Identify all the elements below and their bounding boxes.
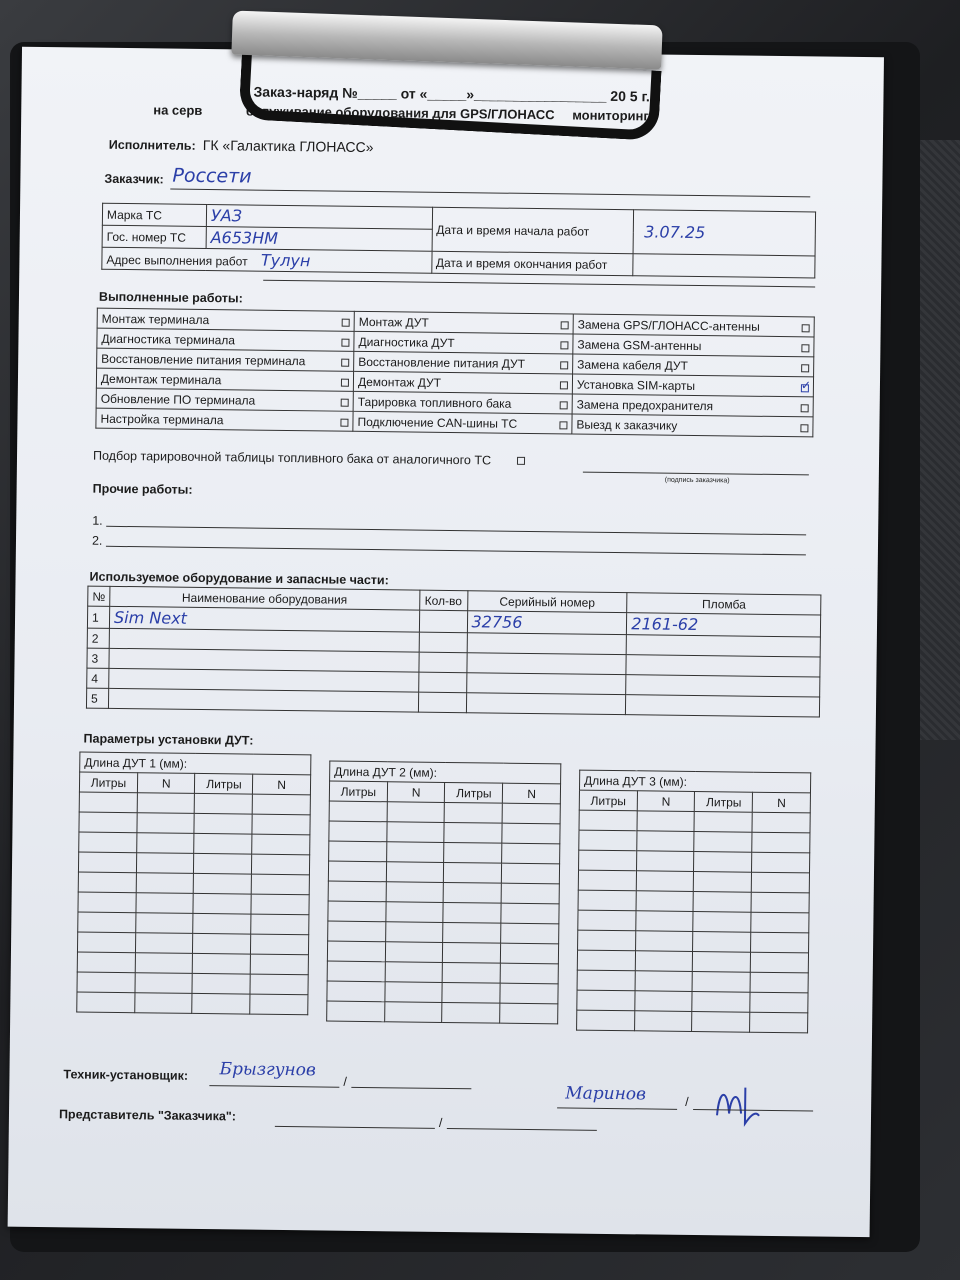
subtitle: на серв бслуживание оборудования для GPS/ГЛОНАСС мониторинга [153, 102, 657, 124]
dut-cell [693, 912, 751, 933]
dut-cell [193, 933, 251, 954]
equipment-cell-qty [419, 610, 467, 633]
dut-cell [137, 833, 195, 854]
dut-cell [443, 922, 501, 943]
equipment-cell-qty [419, 632, 467, 653]
vehicle-table [101, 203, 816, 279]
equipment-cell-qty [418, 692, 466, 713]
other-work-line-2 [106, 546, 806, 556]
dut-col-header: Литры [695, 792, 753, 813]
dut-cell [77, 972, 135, 993]
equipment-cell-serial [466, 653, 626, 675]
dut-cell [193, 893, 251, 914]
dut-col-header: Литры [79, 772, 137, 793]
dut-cell [579, 830, 637, 851]
dut-cell [443, 902, 501, 923]
equipment-cell-seal: 2161-62 [627, 613, 821, 637]
dut-cell [385, 1002, 443, 1023]
rep-label: Представитель "Заказчика": [58, 1107, 237, 1124]
dut-cell [578, 910, 636, 931]
dut-cell [136, 893, 194, 914]
dut-label: Параметры установки ДУТ: [83, 731, 254, 748]
work-checkbox[interactable] [801, 384, 809, 392]
equipment-table [86, 586, 821, 718]
equipment-cell-serial [466, 673, 626, 695]
dut-cell [443, 942, 501, 963]
dut-cell [77, 952, 135, 973]
dut-cell [327, 981, 385, 1002]
dut-cell [137, 793, 195, 814]
equipment-cell-qty [418, 652, 466, 673]
dut-cell [578, 930, 636, 951]
dut-cell [442, 1002, 500, 1023]
work-item: Замена кабеля ДУТ [573, 354, 814, 377]
dut-cell [752, 812, 810, 833]
dut-cell [444, 882, 502, 903]
other-work-2: 2. [91, 533, 103, 548]
end-label: Дата и время окончания работ [431, 251, 633, 275]
rep-initial-signature [709, 1079, 770, 1130]
equipment-cell-num: 3 [87, 648, 109, 668]
dut-cell [252, 874, 310, 895]
work-checkbox[interactable] [559, 421, 567, 429]
work-item: Восстановление питания ДУТ [354, 351, 573, 374]
installer-line-1 [209, 1085, 339, 1088]
dut-table-1 [76, 751, 311, 1015]
dut-cell [694, 852, 752, 873]
installer-slash: / [343, 1074, 347, 1089]
dut-cell [136, 913, 194, 934]
dut-cell [79, 812, 137, 833]
other-work-line-1 [106, 526, 806, 536]
dut-cell [135, 993, 193, 1014]
dut-cell [500, 1003, 558, 1024]
dut-cell [328, 921, 386, 942]
dut-cell [194, 873, 252, 894]
dut-table-3 [576, 770, 811, 1034]
works-table [95, 308, 814, 438]
dut-cell [636, 851, 694, 872]
dut-cell [329, 841, 387, 862]
work-item: Установка SIM-карты ✓ [572, 374, 813, 397]
equipment-cell-qty [418, 672, 466, 693]
start-value: 3.07.25 [633, 210, 815, 256]
dut-cell [502, 863, 560, 884]
work-checkbox[interactable] [341, 398, 349, 406]
work-item: Диагностика ДУТ [354, 331, 573, 354]
equipment-cell-serial [466, 693, 626, 715]
title: Заказ-наряд №_____ от «_____»_________________ 20 5 г. [253, 83, 650, 105]
equipment-cell-num: 1 [87, 606, 109, 628]
dut-cell [195, 793, 253, 814]
dut-cell [385, 962, 443, 983]
work-checkbox[interactable] [801, 364, 809, 372]
work-checkbox[interactable] [801, 404, 809, 412]
dut-cell [578, 870, 636, 891]
dut-cell [750, 1012, 808, 1033]
dut-title: Длина ДУТ 3 (мм): [579, 770, 810, 793]
dut-cell [194, 813, 252, 834]
equipment-cell-num: 2 [87, 628, 109, 648]
dut-cell [78, 892, 136, 913]
dut-cell [386, 842, 444, 863]
equipment-cell-seal [626, 695, 820, 717]
dut-cell [752, 832, 810, 853]
dut-cell [500, 983, 558, 1004]
dut-cell [501, 903, 559, 924]
work-checkbox[interactable] [341, 358, 349, 366]
dut-cell [577, 950, 635, 971]
works-label: Выполненные работы: [98, 289, 243, 306]
dut-cell [578, 890, 636, 911]
dut-cell [327, 961, 385, 982]
tariff-label: Подбор тарировочной таблицы топливного бака от аналогичного ТС [93, 448, 525, 468]
dut-cell [502, 803, 560, 824]
dut-col-header: N [753, 792, 811, 813]
dut-cell [750, 972, 808, 993]
dut-cell [251, 894, 309, 915]
equipment-cell-serial [467, 633, 627, 655]
dut-cell [635, 931, 693, 952]
work-item: Замена предохранителя [572, 394, 813, 417]
dut-cell [329, 801, 387, 822]
equipment-label: Используемое оборудование и запасные части: [89, 569, 389, 588]
dut-cell [78, 852, 136, 873]
dut-cell [77, 992, 135, 1013]
dut-cell [577, 970, 635, 991]
dut-cell [253, 794, 311, 815]
dut-cell [385, 942, 443, 963]
other-work-1: 1. [92, 513, 103, 528]
dut-cell [634, 1011, 692, 1032]
brand-value: УАЗ [206, 205, 432, 230]
dut-cell [252, 854, 310, 875]
dut-cell [637, 811, 695, 832]
col-name: Наименование оборудования [110, 586, 420, 610]
work-checkbox[interactable] [801, 344, 809, 352]
dut-col-header: N [503, 783, 561, 804]
dut-cell [135, 953, 193, 974]
work-item: Замена GSM-антенны [573, 334, 814, 357]
dut-cell [694, 872, 752, 893]
dut-cell [502, 823, 560, 844]
dut-col-header: Литры [329, 781, 387, 802]
work-checkbox[interactable] [560, 341, 568, 349]
work-item: Демонтаж терминала [96, 368, 353, 391]
dut-cell [386, 902, 444, 923]
dut-cell [387, 802, 445, 823]
installer-line-2 [351, 1087, 471, 1089]
rep-signature: Маринов [565, 1083, 647, 1105]
work-checkbox[interactable] [560, 381, 568, 389]
dut-cell [751, 912, 809, 933]
dut-cell [385, 982, 443, 1003]
work-checkbox[interactable] [561, 321, 569, 329]
dut-cell [252, 834, 310, 855]
work-item: Тарировка топливного бака [353, 391, 572, 414]
rep-line-1 [275, 1126, 435, 1129]
dut-cell [387, 822, 445, 843]
dut-cell [752, 872, 810, 893]
dut-cell [194, 853, 252, 874]
equipment-cell-name: Sim Next [109, 606, 419, 632]
work-item: Подключение CAN-шины ТС [353, 411, 572, 434]
work-checkbox[interactable] [560, 361, 568, 369]
work-checkbox[interactable] [341, 338, 349, 346]
dut-cell [327, 1001, 385, 1022]
dut-cell [79, 832, 137, 853]
dut-cell [136, 873, 194, 894]
end-value [633, 254, 815, 278]
dut-cell [693, 971, 751, 992]
dut-cell [444, 822, 502, 843]
dut-cell [445, 802, 503, 823]
col-seal: Пломба [627, 593, 821, 615]
work-checkbox[interactable] [802, 324, 810, 332]
dut-cell [750, 992, 808, 1013]
start-label: Дата и время начала работ [432, 207, 634, 253]
equipment-cell-serial: 32756 [467, 611, 627, 635]
dut-cell [135, 973, 193, 994]
dut-cell [502, 843, 560, 864]
dut-cell [328, 881, 386, 902]
dut-cell [194, 833, 252, 854]
dut-cell [442, 982, 500, 1003]
dut-cell [329, 821, 387, 842]
brand-label: Марка ТС [102, 203, 206, 226]
dut-cell [636, 891, 694, 912]
work-item: Замена GPS/ГЛОНАСС-антенны [573, 314, 814, 337]
address-row: Адрес выполнения работ Тулун [102, 247, 432, 273]
dut-cell [635, 951, 693, 972]
dut-cell [443, 962, 501, 983]
dut-cell [636, 911, 694, 932]
dut-cell [385, 922, 443, 943]
dut-cell [637, 831, 695, 852]
dut-cell [444, 842, 502, 863]
dut-cell [635, 991, 693, 1012]
dut-cell [328, 901, 386, 922]
work-item: Монтаж терминала [97, 308, 354, 331]
customer-line [170, 189, 810, 198]
work-item: Демонтаж ДУТ [353, 371, 572, 394]
dut-cell [251, 934, 309, 955]
dut-cell [250, 974, 308, 995]
dut-cell [327, 941, 385, 962]
dut-title: Длина ДУТ 2 (мм): [330, 761, 561, 784]
rep-sig-slash: / [685, 1094, 689, 1109]
rep-sig-line [557, 1107, 677, 1109]
dut-cell [752, 852, 810, 873]
dut-col-header: Литры [445, 782, 503, 803]
dut-cell [250, 994, 308, 1015]
dut-col-header: N [387, 782, 445, 803]
executor-label: Исполнитель: [108, 137, 196, 153]
col-serial: Серийный номер [467, 591, 627, 613]
tariff-sign-caption: (подпись заказчика) [664, 476, 730, 485]
dut-cell [386, 882, 444, 903]
dut-cell [693, 951, 751, 972]
dut-col-header: N [253, 774, 311, 795]
plate-value: А653НМ [206, 226, 432, 251]
dut-cell [444, 862, 502, 883]
dut-cell [577, 990, 635, 1011]
customer-value: Россети [172, 164, 252, 188]
work-item: Настройка терминала [96, 408, 353, 431]
dut-cell [501, 923, 559, 944]
dut-cell [579, 850, 637, 871]
equipment-cell-name [108, 688, 418, 712]
dut-cell [193, 953, 251, 974]
dut-cell [137, 813, 195, 834]
dut-col-header: Литры [195, 773, 253, 794]
dut-cell [192, 993, 250, 1014]
tariff-checkbox[interactable] [516, 457, 524, 465]
executor-value: ГК «Галактика ГЛОНАСС» [202, 136, 374, 156]
dut-cell [694, 832, 752, 853]
work-item: Восстановление питания терминала [97, 348, 354, 371]
dut-cell [500, 963, 558, 984]
work-order-paper [8, 47, 884, 1237]
dut-cell [751, 892, 809, 913]
dut-cell [751, 932, 809, 953]
col-num: № [88, 586, 110, 606]
work-checkbox[interactable] [342, 318, 350, 326]
other-works-label: Прочие работы: [92, 481, 193, 497]
dut-col-header: N [637, 791, 695, 812]
work-item: Монтаж ДУТ [354, 311, 573, 334]
dut-cell [692, 991, 750, 1012]
equipment-cell-num: 5 [86, 688, 108, 708]
dut-cell [501, 883, 559, 904]
dut-cell [579, 810, 637, 831]
dut-cell [577, 1010, 635, 1031]
work-item: Обновление ПО терминала [96, 388, 353, 411]
dut-cell [79, 792, 137, 813]
address-line [263, 280, 815, 288]
work-item: Диагностика терминала [97, 328, 354, 351]
dut-cell [192, 973, 250, 994]
work-checkbox[interactable] [341, 378, 349, 386]
dut-cell [136, 853, 194, 874]
dut-cell [751, 952, 809, 973]
dut-cell [193, 913, 251, 934]
dut-cell [251, 954, 309, 975]
dut-cell [77, 932, 135, 953]
work-checkbox[interactable] [340, 418, 348, 426]
dut-cell [694, 892, 752, 913]
dut-cell [78, 912, 136, 933]
dut-col-header: N [137, 773, 195, 794]
dut-cell [135, 933, 193, 954]
dut-cell [251, 914, 309, 935]
customer-label: Заказчик: [104, 171, 164, 187]
installer-label: Техник-установщик: [63, 1067, 189, 1083]
dut-cell [692, 1011, 750, 1032]
dut-cell [635, 971, 693, 992]
dut-cell [252, 814, 310, 835]
dut-cell [694, 812, 752, 833]
dut-cell [501, 943, 559, 964]
dut-title: Длина ДУТ 1 (мм): [80, 752, 311, 775]
dut-cell [328, 861, 386, 882]
plate-label: Гос. номер ТС [102, 225, 206, 248]
dut-cell [386, 862, 444, 883]
rep-line-2 [447, 1128, 597, 1131]
col-qty: Кол-во [419, 590, 467, 611]
equipment-cell-seal [626, 655, 820, 677]
rep-slash: / [438, 1115, 443, 1130]
dut-table-2 [326, 761, 561, 1025]
equipment-cell-seal [626, 675, 820, 697]
tariff-sign-line [583, 472, 809, 476]
dut-cell [636, 871, 694, 892]
work-checkbox[interactable] [800, 424, 808, 432]
work-item: Выезд к заказчику [572, 414, 813, 437]
dut-col-header: Литры [579, 790, 637, 811]
dut-cell [693, 932, 751, 953]
equipment-cell-seal [626, 635, 820, 657]
equipment-cell-num: 4 [87, 668, 109, 688]
dut-cell [78, 872, 136, 893]
installer-signature: Брызгунов [219, 1059, 316, 1081]
work-checkbox[interactable] [560, 401, 568, 409]
